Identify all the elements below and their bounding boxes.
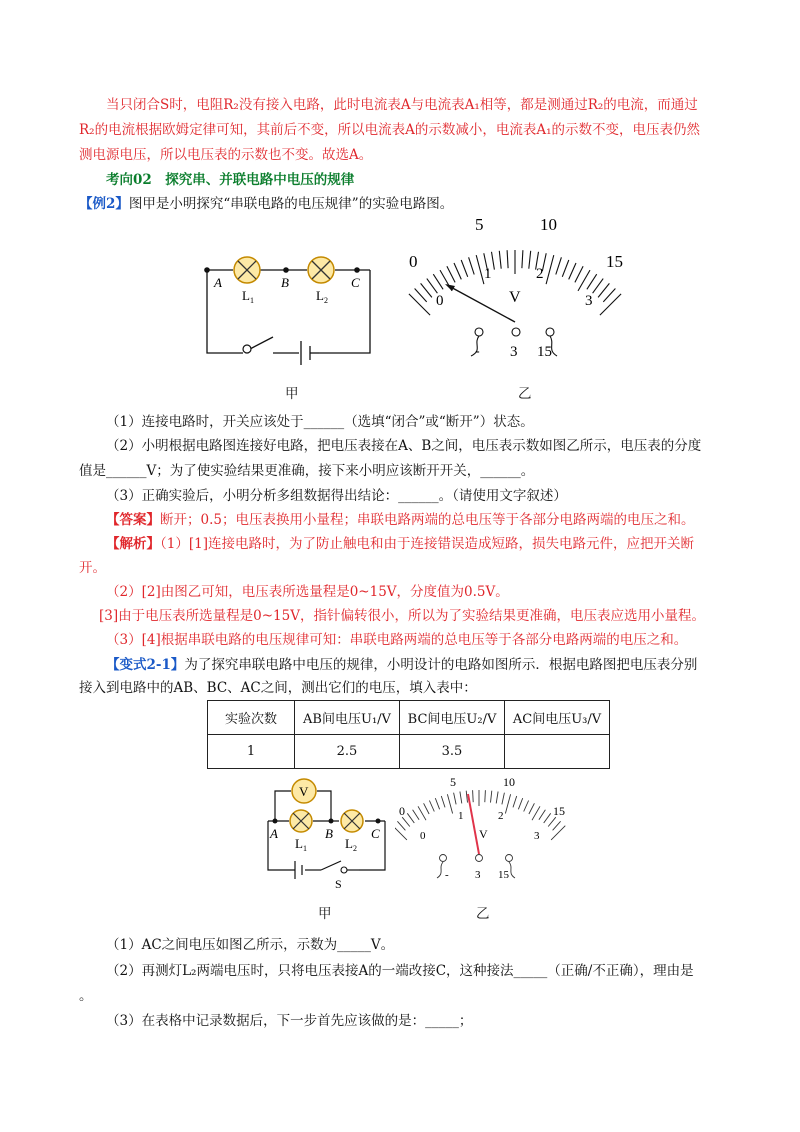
dial-tick xyxy=(600,294,621,315)
scale-15-tick-10: 10 xyxy=(503,775,515,789)
dial-tick xyxy=(507,250,508,268)
voltmeter-letter: V xyxy=(299,784,309,799)
scale-15-tick-5: 5 xyxy=(475,215,484,234)
lamp-l1-subscript: 1 xyxy=(303,844,307,853)
dial-tick xyxy=(407,813,414,823)
switch-s-label: S xyxy=(335,877,342,891)
dial-tick xyxy=(587,274,597,289)
analysis-line-5: （3）[4]根据串联电路的电压规律可知：串联电路两端的总电压等于各部分电路两端的电压之和。 xyxy=(106,632,688,648)
dial-tick xyxy=(491,791,492,803)
solution-line-1: 当只闭合S时，电阻R₂没有接入电路，此时电流表A与电流表A₁相等，都是测通过R₂的电流，而通过 xyxy=(106,97,698,113)
dial-tick xyxy=(551,826,565,840)
dial-tick xyxy=(424,803,430,814)
lamp-l2-label: L xyxy=(316,288,324,303)
fig2-caption-jia: 甲 xyxy=(318,906,332,922)
dial-tick xyxy=(473,790,474,802)
table-cell xyxy=(505,735,610,769)
terminal-minus: - xyxy=(445,869,449,881)
dial-tick xyxy=(499,251,501,269)
dial-tick xyxy=(447,794,452,813)
lamp-l2-icon xyxy=(341,810,363,832)
dial-tick xyxy=(421,283,432,297)
dial-tick xyxy=(569,263,576,279)
lamp-l1-label: L xyxy=(295,836,303,851)
scale-3-tick-1: 1 xyxy=(484,266,492,282)
solution-line-3: 测电源电压，所以电压表的示数也不变。故选A。 xyxy=(79,147,373,163)
dial-tick xyxy=(418,806,426,820)
dial-tick xyxy=(409,294,430,315)
table-cell: 1 xyxy=(208,735,295,769)
scale-15-tick-5: 5 xyxy=(450,775,456,789)
voltmeter-dial-1 xyxy=(395,210,635,370)
variant-question-2-line-1: （2）再测灯L₂两端电压时，只将电压表接A的一端改接C，这种接法_____（正确/不正确），理由是 xyxy=(106,963,694,979)
dial-tick xyxy=(522,250,523,268)
lamp-l2-subscript: 2 xyxy=(324,296,328,305)
scale-3-tick-3: 3 xyxy=(534,830,540,842)
terminal-15: 15 xyxy=(498,869,509,881)
variant-line-2: 接入到电路中的AB、BC、AC之间，测出它们的电压，填入表中： xyxy=(79,680,477,696)
dial-tick xyxy=(429,801,434,812)
scale-3-tick-3: 3 xyxy=(585,293,593,309)
dial-tick xyxy=(548,817,556,826)
dial-tick xyxy=(556,257,562,274)
terminal-3: 3 xyxy=(475,869,481,881)
dial-tick xyxy=(502,793,505,805)
terminal-minus: - xyxy=(475,344,480,359)
table-header-cell: 实验次数 xyxy=(208,701,295,735)
dial-tick xyxy=(427,279,438,294)
lamp-l2-icon xyxy=(308,257,334,283)
dial-tick xyxy=(532,806,540,820)
dial-tick xyxy=(461,260,468,277)
lamp-l1-icon xyxy=(234,257,260,283)
dial-tick xyxy=(562,260,569,277)
dial-tick xyxy=(395,826,407,840)
dial-tick xyxy=(492,252,495,270)
dial-tick xyxy=(575,266,583,282)
table-header-cell: BC间电压U₂/V xyxy=(400,701,505,735)
node-b-label: B xyxy=(325,826,333,841)
analysis-line-4: [3]由于电压表所选量程是0~15V，指针偏转很小，所以为了实验结果更准确，电压表应选用小量程。 xyxy=(99,608,705,624)
dial-tick xyxy=(529,803,535,814)
scale-15-tick-0: 0 xyxy=(399,804,405,818)
fig1-caption-yi: 乙 xyxy=(518,386,532,402)
example-text: 图甲是小明探究“串联电路的电压规律”的实验电路图。 xyxy=(128,196,454,212)
dial-tick xyxy=(598,283,609,297)
question-2-line-1: （2）小明根据电路图连接好电路，把电压表接在A、B之间，电压表示数如图乙所示，电压表的分度 xyxy=(106,438,702,454)
variant-tag: 【变式2-1】 xyxy=(106,657,185,673)
dial-tick xyxy=(518,798,522,809)
scale-3-tick-2: 2 xyxy=(536,266,544,282)
variant-line-1 xyxy=(106,655,697,675)
lamp-l1-label: L xyxy=(242,288,250,303)
scale-3-tick-0: 0 xyxy=(436,293,444,309)
analysis-line-1 xyxy=(106,534,694,554)
fig1-caption-jia: 甲 xyxy=(285,386,299,402)
answer-text: 断开；0.5；电压表换用小量程；串联电路两端的总电压等于各部分电路两端的电压之和。 xyxy=(160,512,695,528)
dial-tick xyxy=(593,279,604,294)
dial-tick xyxy=(469,257,475,274)
node-a-label: A xyxy=(270,826,278,841)
question-3: （3）正确实验后，小明分析多组数据得出结论：______。（请使用文字叙述） xyxy=(106,488,567,504)
variant-question-2-line-2: 。 xyxy=(79,988,93,1004)
dial-tick xyxy=(397,821,405,830)
analysis-line-2: 开。 xyxy=(79,560,106,576)
section-heading: 考向02 探究串、并联电路中电压的规律 xyxy=(106,172,355,188)
scale-15-tick-15: 15 xyxy=(553,804,565,818)
scale-15-tick-10: 10 xyxy=(540,215,557,234)
voltmeter-dial-2 xyxy=(395,772,575,887)
dial-tick xyxy=(447,266,455,282)
question-2-line-2: 值是______V；为了使实验结果更准确，接下来小明应该断开开关，______。 xyxy=(79,463,535,479)
dial-tick xyxy=(454,793,457,805)
dial-tick xyxy=(553,821,561,830)
table-row xyxy=(208,735,610,769)
node-b-label: B xyxy=(281,275,289,290)
voltmeter-symbol: V xyxy=(509,289,521,306)
voltmeter-symbol: V xyxy=(479,827,488,841)
voltmeter-icon xyxy=(292,779,316,803)
dial-tick xyxy=(433,274,443,289)
meter-needle-1 xyxy=(445,284,515,322)
dial-tick xyxy=(505,794,510,813)
dial-tick xyxy=(485,790,486,802)
scale-15-tick-0: 0 xyxy=(409,252,418,271)
table-cell: 2.5 xyxy=(295,735,400,769)
voltage-table xyxy=(207,700,610,769)
terminal-15: 15 xyxy=(537,344,552,360)
dial-tick xyxy=(454,263,461,279)
dial-tick xyxy=(529,251,531,269)
table-header-cell: AC间电压U₃/V xyxy=(505,701,610,735)
lamp-l2-label: L xyxy=(345,836,353,851)
answer-tag: 【答案】 xyxy=(106,512,160,528)
analysis-text-1: （1）[1]连接电路时，为了防止触电和由于连接错误造成短路，损失电路元件，应把开关断 xyxy=(160,536,694,552)
node-a-label: A xyxy=(214,275,222,290)
scale-3-tick-2: 2 xyxy=(498,810,504,822)
dial-tick xyxy=(546,255,554,284)
dial-tick xyxy=(544,813,551,823)
dial-tick xyxy=(513,796,517,807)
table-header-row xyxy=(208,701,610,735)
dial-tick xyxy=(466,791,467,803)
circuit-diagram-1 xyxy=(195,245,385,365)
terminal-3: 3 xyxy=(510,344,518,360)
variant-question-1: （1）AC之间电压如图乙所示，示数为_____V。 xyxy=(106,937,395,953)
table-header-cell: AB间电压U₁/V xyxy=(295,701,400,735)
lamp-l1-subscript: 1 xyxy=(250,296,254,305)
dial-tick xyxy=(539,810,546,820)
dial-tick xyxy=(435,798,439,809)
question-1: （1）连接电路时，开关应该处于______（选填“闭合”或“断开”）状态。 xyxy=(106,414,534,430)
dial-tick xyxy=(413,810,420,820)
dial-tick xyxy=(402,817,410,826)
dial-tick xyxy=(460,792,462,804)
lamp-l2-subscript: 2 xyxy=(353,844,357,853)
solution-line-2: R₂的电流根据欧姆定律可知，其前后不变，所以电流表A的示数减小，电流表A₁的示数不变，电压表仍然 xyxy=(79,122,700,138)
table-cell: 3.5 xyxy=(400,735,505,769)
node-c-label: C xyxy=(371,826,380,841)
dial-tick xyxy=(603,289,615,302)
answer-line xyxy=(106,510,694,530)
dial-tick xyxy=(524,801,529,812)
dial-tick xyxy=(476,255,484,284)
dial-tick xyxy=(441,796,445,807)
scale-3-tick-1: 1 xyxy=(458,810,464,822)
dial-tick xyxy=(415,289,427,302)
variant-text-1: 为了探究串联电路中电压的规律，小明设计的电路如图所示．根据电路图把电压表分别 xyxy=(184,657,698,673)
scale-3-tick-0: 0 xyxy=(420,830,426,842)
scale-15-tick-15: 15 xyxy=(606,252,623,271)
meter-needle-2 xyxy=(468,794,479,854)
fig2-caption-yi: 乙 xyxy=(476,906,490,922)
lamp-l1-icon xyxy=(290,810,312,832)
dial-tick xyxy=(496,792,498,804)
variant-question-3: （3）在表格中记录数据后，下一步首先应该做的是：_____； xyxy=(106,1013,473,1029)
circuit-diagram-2 xyxy=(255,775,395,895)
analysis-tag: 【解析】 xyxy=(106,536,160,552)
analysis-line-3: （2）[2]由图乙可知，电压表所选量程是0~15V，分度值为0.5V。 xyxy=(106,584,509,600)
example-tag: 【例2】 xyxy=(79,196,129,212)
node-c-label: C xyxy=(351,275,360,290)
